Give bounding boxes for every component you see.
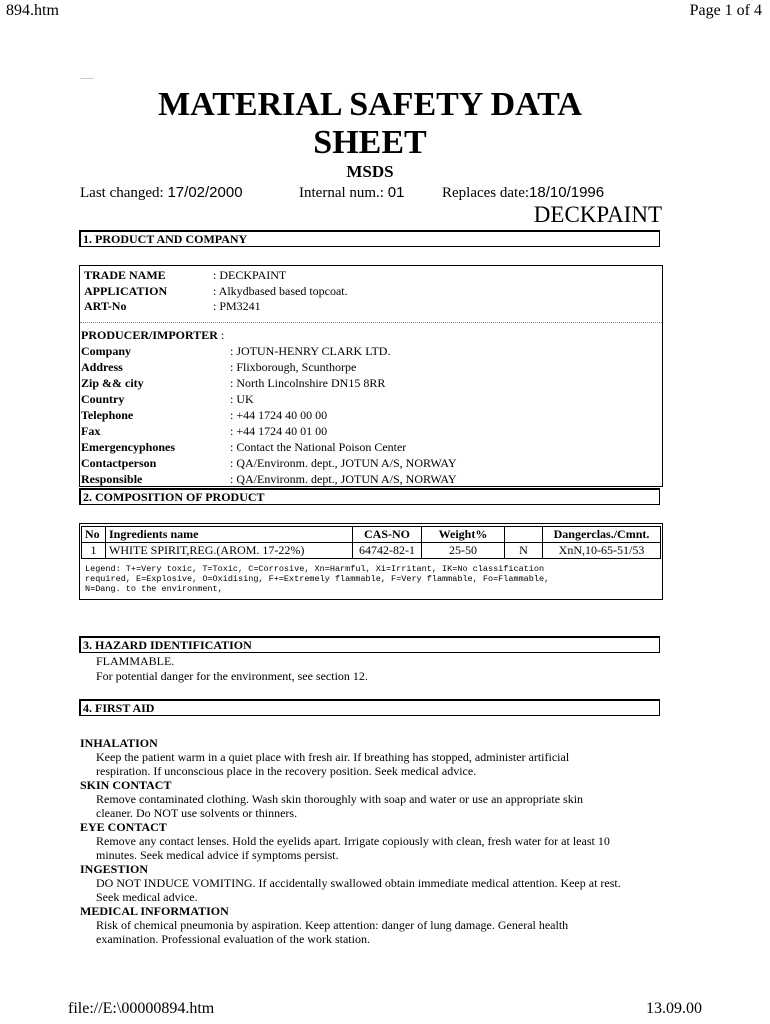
legend xyxy=(85,564,549,594)
first-aid-item xyxy=(80,820,680,862)
legend-line: required, E=Explosive, O=Oxidising, F+=Extremely flammable, F=Very flammable, Fo=Flammable, xyxy=(85,574,550,584)
first-aid-item xyxy=(80,904,680,946)
producer-row-value: : +44 1724 40 00 00 xyxy=(230,407,328,422)
last-changed xyxy=(80,184,243,202)
first-aid-item xyxy=(80,736,680,778)
product-info-label: TRADE NAME xyxy=(84,268,166,282)
producer-colon: : xyxy=(217,328,225,342)
replaces-value: 18/10/1996 xyxy=(529,184,605,201)
table-header-row xyxy=(82,527,661,543)
divider xyxy=(80,322,662,323)
cell-name: WHITE SPIRIT,REG.(AROM. 17-22%) xyxy=(106,543,353,559)
replaces-date xyxy=(442,184,604,202)
first-aid-text: DO NOT INDUCE VOMITING. If accidentally swallowed obtain immediate medical attention. Keep at rest. xyxy=(96,876,621,890)
col-blank xyxy=(505,527,543,543)
producer-row xyxy=(81,359,641,375)
first-aid-heading: EYE CONTACT xyxy=(80,820,167,834)
producer-row-label: Emergencyphones xyxy=(81,439,175,454)
producer-row xyxy=(81,391,641,407)
first-aid-heading: INHALATION xyxy=(80,736,158,750)
producer-row xyxy=(81,439,641,455)
producer-row-label: Zip && city xyxy=(81,375,144,390)
legend-line: Legend: T+=Very toxic, T=Toxic, C=Corrosive, Xn=Harmful, Xi=Irritant, IK=No classification xyxy=(85,564,545,574)
producer-row xyxy=(81,471,641,487)
cell-no: 1 xyxy=(82,543,106,559)
col-weight: Weight% xyxy=(422,527,505,543)
first-aid-text: cleaner. Do NOT use solvents or thinners. xyxy=(96,806,298,820)
first-aid-item xyxy=(80,862,680,904)
footer-date: 13.09.00 xyxy=(646,1000,702,1017)
product-info-label: ART-No xyxy=(84,299,127,313)
first-aid-text: Seek medical advice. xyxy=(96,890,198,904)
producer-row-value: : QA/Environm. dept., JOTUN A/S, NORWAY xyxy=(230,455,457,470)
producer-row-label: Contactperson xyxy=(81,455,157,470)
doc-title-line2: SHEET xyxy=(313,124,427,161)
first-aid-text: Remove contaminated clothing. Wash skin thoroughly with soap and water or use an appropriate skin xyxy=(96,792,584,806)
producer-row xyxy=(81,375,641,391)
product-name: DECKPAINT xyxy=(533,202,662,227)
internal-value: 01 xyxy=(387,184,405,201)
producer-row xyxy=(81,455,641,471)
product-info-label: APPLICATION xyxy=(84,283,168,298)
producer-row-value: : North Lincolnshire DN15 8RR xyxy=(230,375,386,390)
first-aid-heading: MEDICAL INFORMATION xyxy=(80,904,229,918)
producer-row-label: Responsible xyxy=(81,471,143,486)
divider xyxy=(80,78,94,79)
first-aid-text: minutes. Seek medical advice if symptoms persist. xyxy=(96,848,339,862)
producer-row xyxy=(81,407,641,423)
section-1-heading: 1. PRODUCT AND COMPANY xyxy=(79,230,660,247)
col-cas: CAS-NO xyxy=(353,527,422,543)
table-row xyxy=(82,543,661,559)
section-3-heading: 3. HAZARD IDENTIFICATION xyxy=(79,636,660,653)
cell-flag: N xyxy=(505,543,543,559)
producer-list xyxy=(81,343,641,487)
product-company-panel xyxy=(79,265,663,487)
first-aid-text: Remove any contact lenses. Hold the eyelids apart. Irrigate copiously with clean, fresh water for at least 10 xyxy=(96,834,610,848)
product-info-row xyxy=(84,268,644,284)
producer-row-label: Country xyxy=(81,391,125,406)
product-info-list xyxy=(84,268,644,315)
last-changed-value: 17/02/2000 xyxy=(167,184,243,201)
first-aid-text: Keep the patient warm in a quiet place with fresh air. If breathing has stopped, administer artificial xyxy=(96,750,570,764)
section-2-heading: 2. COMPOSITION OF PRODUCT xyxy=(79,488,660,505)
section-4-heading: 4. FIRST AID xyxy=(79,699,660,716)
first-aid-heading: SKIN CONTACT xyxy=(80,778,172,792)
producer-row-label: Fax xyxy=(81,423,101,438)
producer-row-value: : Contact the National Poison Center xyxy=(230,439,407,454)
product-info-row xyxy=(84,284,644,300)
first-aid-heading: INGESTION xyxy=(80,862,149,876)
producer-row-label: Telephone xyxy=(81,407,134,422)
doc-subtitle: MSDS xyxy=(346,162,394,181)
hazard-text xyxy=(96,654,368,684)
col-no: No xyxy=(82,527,106,543)
cell-cas: 64742-82-1 xyxy=(353,543,422,559)
first-aid-text: Risk of chemical pneumonia by aspiration. Keep attention: danger of lung damage. General health xyxy=(96,918,569,932)
producer-row-value: : Flixborough, Scunthorpe xyxy=(230,359,357,374)
col-name: Ingredients name xyxy=(106,527,353,543)
product-info-value: : PM3241 xyxy=(213,299,261,313)
first-aid-list xyxy=(80,736,680,946)
producer-row-value: : QA/Environm. dept., JOTUN A/S, NORWAY xyxy=(230,471,457,486)
footer-url: file://E:\00000894.htm xyxy=(68,1000,215,1017)
legend-line: N=Dang. to the environment, xyxy=(85,584,223,594)
producer-row-value: : +44 1724 40 01 00 xyxy=(230,423,328,438)
producer-label: PRODUCER/IMPORTER xyxy=(81,328,218,342)
producer-row-label: Company xyxy=(81,344,132,358)
cell-weight: 25-50 xyxy=(422,543,505,559)
first-aid-item xyxy=(80,778,680,820)
product-info-value: : DECKPAINT xyxy=(213,268,287,282)
internal-label: Internal num.: xyxy=(299,185,388,201)
header-page-number: Page 1 of 4 xyxy=(689,2,762,19)
last-changed-label: Last changed: xyxy=(80,185,168,201)
composition-panel xyxy=(79,523,663,600)
header-filename: 894.htm xyxy=(6,2,59,19)
producer-row-value: : UK xyxy=(230,391,254,406)
hazard-line: For potential danger for the environment, see section 12. xyxy=(96,669,368,683)
col-danger: Dangerclas./Cmnt. xyxy=(543,527,661,543)
ingredients-table xyxy=(81,526,661,559)
producer-row xyxy=(81,423,641,439)
producer-row xyxy=(81,343,641,359)
replaces-label: Replaces date: xyxy=(442,185,530,201)
product-info-row xyxy=(84,299,644,315)
cell-danger: XnN,10-65-51/53 xyxy=(543,543,661,559)
doc-title-line1: MATERIAL SAFETY DATA xyxy=(158,86,582,123)
hazard-line: FLAMMABLE. xyxy=(96,654,175,668)
producer-row-label: Address xyxy=(81,359,123,374)
producer-heading xyxy=(81,327,224,343)
producer-row-value: : JOTUN-HENRY CLARK LTD. xyxy=(230,344,391,358)
first-aid-text: examination. Professional evaluation of the work station. xyxy=(96,932,370,946)
product-info-value: : Alkydbased based topcoat. xyxy=(213,283,348,298)
first-aid-text: respiration. If unconscious place in the recovery position. Seek medical advice. xyxy=(96,764,477,778)
internal-number xyxy=(299,184,404,202)
